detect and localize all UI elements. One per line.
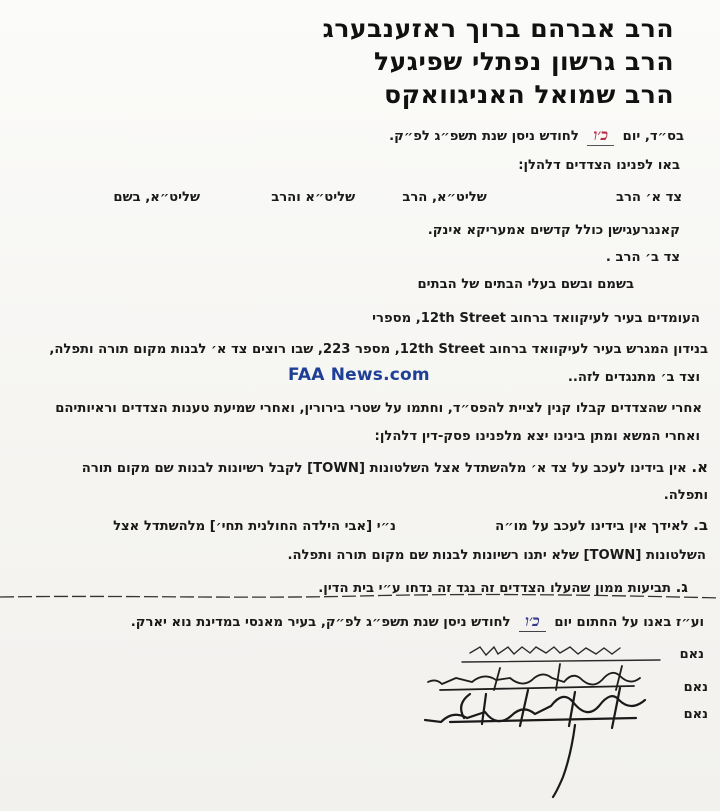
signature-label-2: נאם [683, 680, 708, 695]
ruling-b-text-1a: לאידך אין בידינו לעכב על מו״ה [495, 519, 689, 534]
closing-suffix: לחודש ניסן שנת תשפ״ג לפ״ק, בעיר מאנסי במדינת נוא יארק. [130, 615, 511, 630]
party-a-line-2: קאנגרעגישן כולל קדשים אמעריקא אינק. [427, 223, 680, 238]
paragraph-2: בנידון המגרש בעיר לעיקוואד ברחוב 12th Street, מספר 223, שבו רוצים צד א׳ לבנות מקום תורה ותפלה, [49, 342, 708, 357]
handwritten-closing-day: כ׳ו [519, 612, 546, 632]
signature-1 [462, 647, 660, 662]
paragraph-5: ואחרי המשא ומתן בינינו יצא מלפנינו פסק-דין דלהלן: [374, 429, 700, 444]
ruling-b-line-2: השלטונות [TOWN] שלא יתנו רשיונות לבנות שם מקום תורה ותפלה. [287, 548, 706, 563]
party-a-text-4: שליט״א, בשם [113, 190, 200, 205]
rabbi-name-3: הרב שמואל האניגוואקס [384, 80, 674, 109]
party-a-text-2: שליט״א, הרב [402, 190, 487, 205]
paragraph-1: העומדים בעיר לעיקוואד ברחוב 12th Street, מספרי [372, 311, 700, 326]
date-suffix: לחודש ניסן שנת תשפ״ג לפ״ק. [389, 129, 579, 144]
parties-intro: באו לפנינו הצדדים דלהלן: [518, 158, 680, 173]
signature-2 [428, 664, 640, 690]
paragraph-3: וצד ב׳ מתנגדים לזה.. [567, 370, 700, 385]
party-a-text-1: צד א׳ הרב [615, 190, 682, 205]
party-b-line-2: בשמם ובשם בעלי הבתים של הבתים [417, 277, 634, 292]
rabbi-name-1: הרב אברהם ברוך ראזענבערג [322, 14, 674, 43]
closing-prefix: וע״ז באנו על החתום יום [554, 615, 704, 630]
handwritten-day: כ׳ו [587, 126, 614, 146]
ruling-c-text-1: תביעות ממון שהעלו הצדדים זה נגד זה נדחו ע״י בית הדין. [318, 581, 671, 596]
watermark-text: FAA News.com [288, 365, 430, 385]
ruling-c-mark: ג. [675, 578, 688, 596]
signature-label-3: נאם [683, 707, 708, 722]
ruling-b-mark: ב. [693, 516, 708, 534]
ruling-a-line-2: ותפלה. [663, 488, 708, 503]
ruling-b-text-1b: נ״י [אבי הילדה החולנית תחי׳] מלהשתדל אצל [113, 519, 396, 534]
ruling-a-mark: א. [691, 458, 708, 476]
paragraph-4: אחרי שהצדדים קבלו קנין לציית להפס״ד, וחתמו על שטרי בירורין, ואחרי שמיעת טענות הצדדים וראיותיהם [55, 401, 702, 416]
party-b-line-1: צד ב׳ הרב . [605, 250, 680, 265]
party-a-text-3: שליט״א והרב [271, 190, 356, 205]
ruling-a-text-1: אין בידינו לעכב על צד א׳ מלהשתדל אצל השלטונות [TOWN] לקבל רשיונות לבנות שם מקום תורה [81, 461, 687, 476]
rabbi-name-2: הרב גרשון נפתלי שפיגעל [374, 47, 674, 76]
date-prefix: בס״ד, יום [622, 129, 684, 144]
signature-3 [425, 688, 645, 797]
signature-label-1: נאם [679, 647, 704, 662]
